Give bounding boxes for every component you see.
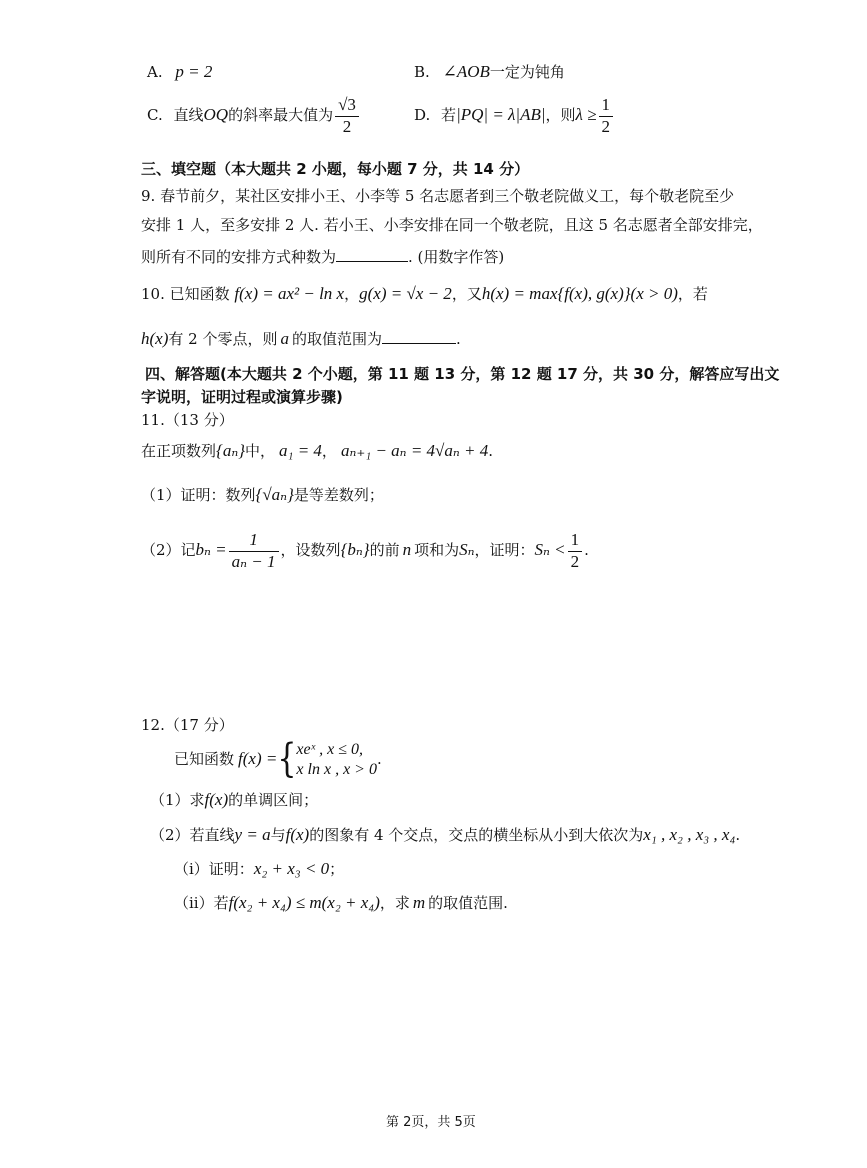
q12-sub-ii <box>174 893 508 913</box>
q10-line2-text: 有 2 个零点，则 <box>168 330 278 348</box>
q12-sub-ii-text2: ，求 <box>379 894 410 912</box>
q9-line1: 9. 春节前夕，某社区安排小王、小李等 5 名志愿者到三个敬老院做义工，每个敬老院至少 <box>141 187 735 205</box>
section3-heading: 三、填空题（本大题共 2 小题，每小题 7 分，共 14 分） <box>141 160 530 178</box>
q10-number: 10. 已知函数 <box>141 285 230 303</box>
q12-f: f(x) <box>204 790 229 809</box>
section4-heading-line2: 字说明，证明过程或演算步骤) <box>141 388 343 406</box>
q10-line2 <box>141 327 461 349</box>
q12-f-def: f(x) = <box>238 749 278 768</box>
q12-title: 12.（17 分） <box>141 716 234 734</box>
q12-part2-text: （2）若直线 <box>150 826 235 844</box>
q10-line1 <box>141 284 708 304</box>
option-c-expr: OQ <box>203 105 229 125</box>
option-d-expr2: λ ≥ <box>575 105 597 125</box>
option-d-expr: |PQ| = λ|AB| <box>456 105 546 125</box>
q12-part2 <box>150 825 740 845</box>
q11-initial: a₁ = 4 <box>279 441 322 460</box>
q12-sub-i <box>174 859 344 879</box>
q11-sn: Sₙ <box>459 540 475 560</box>
option-a-label: A. <box>147 63 163 81</box>
q10-sep1: ， <box>344 285 360 303</box>
q12-stem-end: . <box>376 750 382 768</box>
q11-part1-text: （1）证明：数列 <box>141 486 256 504</box>
q11-part2-text5: ，证明： <box>474 541 535 560</box>
option-a-expr: p = 2 <box>175 62 213 81</box>
q11-part1 <box>141 485 384 505</box>
q11-stem-end: . <box>488 442 494 460</box>
fraction-denominator: 2 <box>342 116 352 136</box>
q10-f-expr: f(x) = ax² − ln x <box>234 284 345 303</box>
q12-part2-text2: 与 <box>270 826 286 844</box>
fraction-numerator: 1 <box>229 531 279 552</box>
q12-sub-ii-text: （ii）若 <box>174 894 229 912</box>
q11-part2-text3: 的前 <box>369 541 400 560</box>
q11-recurrence: aₙ₊₁ − aₙ = 4√aₙ + 4 <box>340 441 489 460</box>
q11-sep: ， <box>321 442 337 460</box>
q12-xs: x₁ , x₂ , x₃ , x₄ <box>643 825 736 844</box>
fraction-denominator: 2 <box>570 551 580 571</box>
q12-f2: f(x) <box>285 825 310 844</box>
option-b-label: B. <box>414 63 430 81</box>
fraction-denominator: aₙ − 1 <box>231 551 276 571</box>
q12-case1: xeˣ , x ≤ 0, <box>296 741 364 758</box>
q10-sep3: ，若 <box>677 285 708 303</box>
q10-g-expr: g(x) = √x − 2 <box>359 284 452 303</box>
fraction-numerator: √3 <box>335 96 359 117</box>
option-d-text2: ，则 <box>545 106 576 125</box>
option-b-text: 一定为钝角 <box>489 63 565 81</box>
q11-seq-b: {bₙ} <box>340 540 370 560</box>
q11-seq-sqrt: {√aₙ} <box>255 485 294 504</box>
answer-blank[interactable] <box>382 327 456 344</box>
q11-part2-text2: ，设数列 <box>280 541 341 560</box>
fraction-denominator: 2 <box>601 116 610 136</box>
q12-stem-text: 已知函数 <box>174 750 235 768</box>
q12-part1 <box>150 790 318 810</box>
q12-case2: x ln x , x > 0 <box>296 761 377 778</box>
q10-line2-end: . <box>455 330 461 348</box>
q12-line-y: y = a <box>234 825 271 844</box>
angle-symbol: ∠ <box>442 62 457 81</box>
option-c-text: 直线 <box>173 106 204 125</box>
q9-line3-text: 则所有不同的安排方式种数为 <box>141 248 337 266</box>
option-c-label: C. <box>147 106 163 125</box>
q11-part2-text: （2）记 <box>141 541 196 560</box>
page-number: 第 2页，共 5页 <box>386 1115 476 1130</box>
option-d-text: 若 <box>441 106 457 125</box>
option-d <box>414 96 615 136</box>
q12-sub-i-expr: x₂ + x₃ < 0 <box>253 859 330 878</box>
q12-stem <box>174 736 382 783</box>
q12-sub-ii-text3: 的取值范围. <box>428 894 508 912</box>
q12-sub-ii-expr: f(x₂ + x₄) ≤ m(x₂ + x₄) <box>228 893 380 912</box>
option-b-expr: AOB <box>456 62 490 81</box>
q11-stem <box>141 441 493 461</box>
q11-seq-a: {aₙ} <box>216 441 246 460</box>
option-d-fraction <box>599 96 614 136</box>
fraction-numerator: 1 <box>599 96 614 117</box>
q12-param-m: m <box>412 893 426 912</box>
q11-part2-text4: 项和为 <box>414 541 460 560</box>
q11-stem-text: 在正项数列 <box>141 442 217 460</box>
q11-title: 11.（13 分） <box>141 411 234 429</box>
option-c-fraction <box>335 96 359 136</box>
q11-half-fraction <box>568 531 583 571</box>
section4-heading-line1: 四、解答题(本大题共 2 个小题，第 11 题 13 分，第 12 题 17 分，共 30 分，解答应写出文 <box>145 365 780 383</box>
q10-param-a: a <box>280 329 289 348</box>
q11-part1-text2: 是等差数列； <box>293 486 384 504</box>
q11-stem-text2: 中， <box>245 442 276 460</box>
q12-part1-text2: 的单调区间； <box>228 791 319 809</box>
option-b <box>414 62 565 82</box>
q12-cases <box>296 740 377 780</box>
q11-ineq: Sₙ < <box>534 540 566 560</box>
q10-h-func: h(x) <box>141 329 169 348</box>
q9-line3 <box>141 245 504 266</box>
q11-part2-end: . <box>584 541 589 560</box>
q9-line3-end: . (用数字作答) <box>408 248 505 266</box>
q12-sub-i-end: ； <box>329 860 345 878</box>
q11-part2 <box>141 531 589 571</box>
piecewise-brace-icon: { <box>277 736 297 783</box>
q12-part2-end: . <box>735 826 741 844</box>
q11-bn-fraction <box>229 531 279 571</box>
option-c-text2: 的斜率最大值为 <box>228 106 334 125</box>
option-c <box>147 96 361 136</box>
answer-blank[interactable] <box>336 245 408 262</box>
q10-sep2: ，又 <box>451 285 482 303</box>
q11-n: n <box>402 540 412 560</box>
option-d-label: D. <box>414 106 431 125</box>
q10-h-expr: h(x) = max{f(x), g(x)}(x > 0) <box>481 284 678 303</box>
q12-part2-text3: 的图象有 4 个交点，交点的横坐标从小到大依次为 <box>309 826 644 844</box>
q12-sub-i-text: （i）证明： <box>174 860 254 878</box>
q9-line2: 安排 1 人，至多安排 2 人. 若小王、小李安排在同一个敬老院，且这 5 名志愿者全部安排完， <box>141 216 763 234</box>
q12-part1-text: （1）求 <box>150 791 205 809</box>
q11-bn-def: bₙ = <box>195 540 227 560</box>
q10-line2-text2: 的取值范围为 <box>291 330 382 348</box>
fraction-numerator: 1 <box>568 531 583 552</box>
option-a <box>147 62 212 82</box>
